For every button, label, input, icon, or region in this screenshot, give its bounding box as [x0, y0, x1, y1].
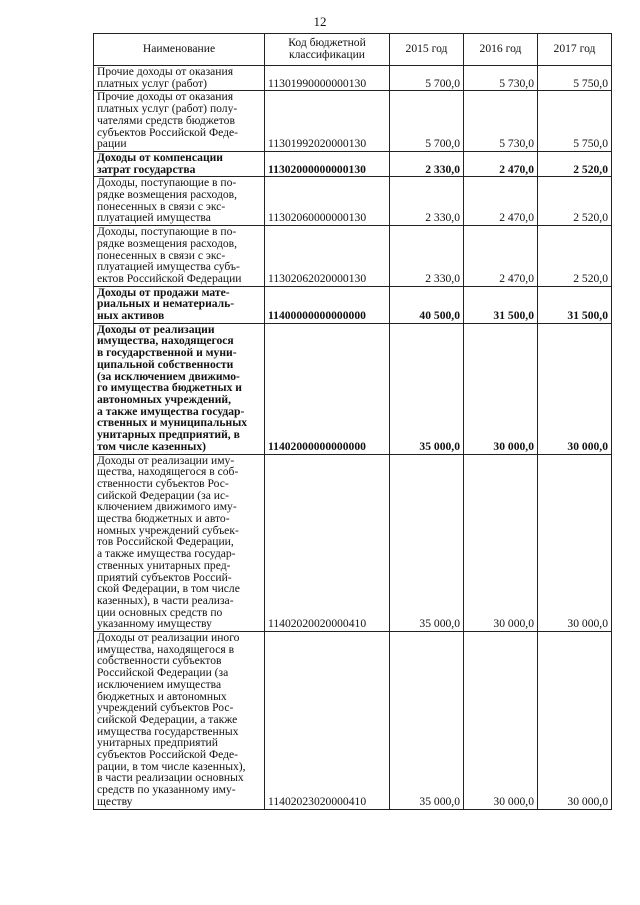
table-row [94, 454, 612, 632]
page-number: 12 [313, 14, 327, 29]
row-name-line: щества, находящегося в соб- [97, 465, 239, 479]
row-name-line: рации, в том числе казенных), [97, 759, 246, 773]
table-row [94, 286, 612, 323]
row-name-line: чателями средств бюджетов [97, 113, 235, 127]
row-value-2015: 35 000,0 [390, 454, 464, 632]
row-name-line: Прочие доходы от оказания [97, 90, 234, 104]
header-code [265, 34, 390, 66]
row-value-2015: 2 330,0 [390, 226, 464, 287]
row-name-line: сийской Федерации, а также [97, 712, 238, 726]
row-name-line: в части реализации основных [97, 771, 244, 785]
row-name-line: тов Российской Федерации, [97, 535, 234, 549]
row-name-line: ственности субъектов Рос- [97, 476, 229, 490]
row-name-line: бюджетных и автономных [97, 689, 227, 703]
row-name [94, 286, 265, 323]
header-2017: 2017 год [538, 34, 612, 66]
row-value-2015: 5 700,0 [390, 66, 464, 91]
row-value-2015: 5 700,0 [390, 91, 464, 152]
row-name-line: плуатацией имущества [97, 211, 211, 225]
row-name-line: субъектов Российской Феде- [97, 748, 239, 762]
row-value-2015: 2 330,0 [390, 177, 464, 226]
row-name-line: (за исключением движимо- [97, 369, 240, 383]
row-code: 11402020020000410 [265, 454, 390, 632]
row-name-line: ципальной собственности [97, 357, 234, 371]
row-name [94, 454, 265, 632]
revenue-table [93, 33, 612, 810]
row-name-line: имущества государственных [97, 724, 239, 738]
row-value-2016: 5 730,0 [464, 91, 538, 152]
row-name-line: а также имущества государ- [97, 404, 245, 418]
row-code: 11402023020000410 [265, 632, 390, 810]
row-code: 11402000000000000 [265, 323, 390, 454]
row-name [94, 323, 265, 454]
row-name-line: ключением движимого иму- [97, 500, 237, 514]
row-name-line: Доходы от реализации иного [97, 631, 240, 645]
row-value-2017: 30 000,0 [538, 632, 612, 810]
row-name [94, 151, 265, 176]
row-value-2017: 5 750,0 [538, 91, 612, 152]
row-name-line: ных активов [97, 309, 165, 323]
row-name [94, 177, 265, 226]
row-value-2017: 2 520,0 [538, 226, 612, 287]
row-name-line: затрат государства [97, 162, 196, 176]
row-name [94, 91, 265, 152]
row-name-line: щества бюджетных и авто- [97, 512, 230, 526]
header-code-line-1: Код бюджетной [288, 36, 366, 50]
row-code: 11302000000000130 [265, 151, 390, 176]
row-name-line: в государственной и муни- [97, 346, 237, 360]
header-2015: 2015 год [390, 34, 464, 66]
row-value-2016: 2 470,0 [464, 177, 538, 226]
table-row [94, 151, 612, 176]
row-name-line: платных услуг (работ) полу- [97, 102, 238, 116]
row-value-2015: 40 500,0 [390, 286, 464, 323]
row-name-line: казенных), в части реализа- [97, 593, 234, 607]
row-name-line: Доходы, поступающие в по- [97, 176, 237, 190]
header-2016: 2016 год [464, 34, 538, 66]
row-name-line: го имущества бюджетных и [97, 381, 242, 395]
row-name-line: учреждений субъектов Рос- [97, 701, 234, 715]
row-value-2017: 5 750,0 [538, 66, 612, 91]
row-name-line: Прочие доходы от оказания [97, 65, 234, 78]
table-row [94, 91, 612, 152]
row-name-line: ции основных средств по [97, 605, 223, 619]
row-value-2015: 35 000,0 [390, 323, 464, 454]
row-name-line: понесенных в связи с экс- [97, 199, 226, 213]
table-row [94, 66, 612, 91]
row-name-line: собственности субъектов [97, 654, 222, 668]
row-value-2016: 5 730,0 [464, 66, 538, 91]
row-name-line: ской Федерации, в том числе [97, 582, 240, 596]
row-name-line: Доходы от продажи мате- [97, 286, 230, 299]
row-value-2017: 30 000,0 [538, 454, 612, 632]
row-value-2016: 30 000,0 [464, 632, 538, 810]
row-value-2015: 35 000,0 [390, 632, 464, 810]
row-name-line: Доходы от реализации иму- [97, 454, 235, 467]
row-value-2017: 2 520,0 [538, 151, 612, 176]
table-row [94, 177, 612, 226]
row-name-line: указанному имуществу [97, 617, 212, 631]
row-name-line: а также имущества государ- [97, 547, 236, 561]
row-name-line: сийской Федерации (за ис- [97, 488, 229, 502]
row-name-line: ектов Российской Федерации [97, 271, 242, 285]
row-name-line: имущества, находящегося [97, 334, 234, 348]
row-name [94, 66, 265, 91]
row-name-line: рядке возмещения расходов, [97, 236, 238, 250]
row-name-line: платных услуг (работ) [97, 76, 208, 90]
row-name-line: средств по указанному иму- [97, 783, 236, 797]
row-code: 11302062020000130 [265, 226, 390, 287]
row-name-line: Доходы от реализации [97, 323, 215, 336]
row-name-line: риальных и нематериаль- [97, 297, 235, 311]
row-name [94, 632, 265, 810]
row-name-line: Доходы от компенсации [97, 151, 223, 164]
row-name-line: том числе казенных) [97, 439, 207, 453]
table-row [94, 226, 612, 287]
row-name-line: ществу [97, 794, 133, 808]
row-value-2016: 30 000,0 [464, 323, 538, 454]
row-value-2016: 31 500,0 [464, 286, 538, 323]
row-name-line: ственных и муниципальных [97, 416, 248, 430]
row-name-line: унитарных предприятий, в [97, 428, 240, 442]
row-code: 11302060000000130 [265, 177, 390, 226]
row-name-line: рядке возмещения расходов, [97, 188, 238, 202]
row-name-line: Доходы, поступающие в по- [97, 225, 237, 239]
table-row [94, 323, 612, 454]
row-name [94, 226, 265, 287]
row-value-2016: 30 000,0 [464, 454, 538, 632]
row-name-line: имущества, находящегося в [97, 642, 235, 656]
row-name-line: рации [97, 137, 127, 151]
row-name-line: исключением имущества [97, 677, 222, 691]
table-row [94, 632, 612, 810]
row-name-line: автономных учреждений, [97, 392, 231, 406]
row-name-line: унитарных предприятий [97, 736, 218, 750]
table-body [94, 66, 612, 810]
row-value-2017: 31 500,0 [538, 286, 612, 323]
header-name: Наименование [94, 34, 265, 66]
table-header-row [94, 34, 612, 66]
row-name-line: ственных унитарных пред- [97, 558, 231, 572]
row-name-line: номных учреждений субъек- [97, 523, 239, 537]
row-value-2015: 2 330,0 [390, 151, 464, 176]
row-value-2016: 2 470,0 [464, 151, 538, 176]
row-code: 11301990000000130 [265, 66, 390, 91]
row-code: 11400000000000000 [265, 286, 390, 323]
row-value-2016: 2 470,0 [464, 226, 538, 287]
row-value-2017: 2 520,0 [538, 177, 612, 226]
row-name-line: плуатацией имущества субъ- [97, 260, 240, 274]
row-name-line: Российской Федерации (за [97, 666, 229, 680]
row-value-2017: 30 000,0 [538, 323, 612, 454]
row-name-line: приятий субъектов Россий- [97, 570, 232, 584]
header-code-line-2: классификации [289, 48, 365, 61]
row-code: 11301992020000130 [265, 91, 390, 152]
row-name-line: субъектов Российской Феде- [97, 125, 239, 139]
row-name-line: понесенных в связи с экс- [97, 248, 226, 262]
